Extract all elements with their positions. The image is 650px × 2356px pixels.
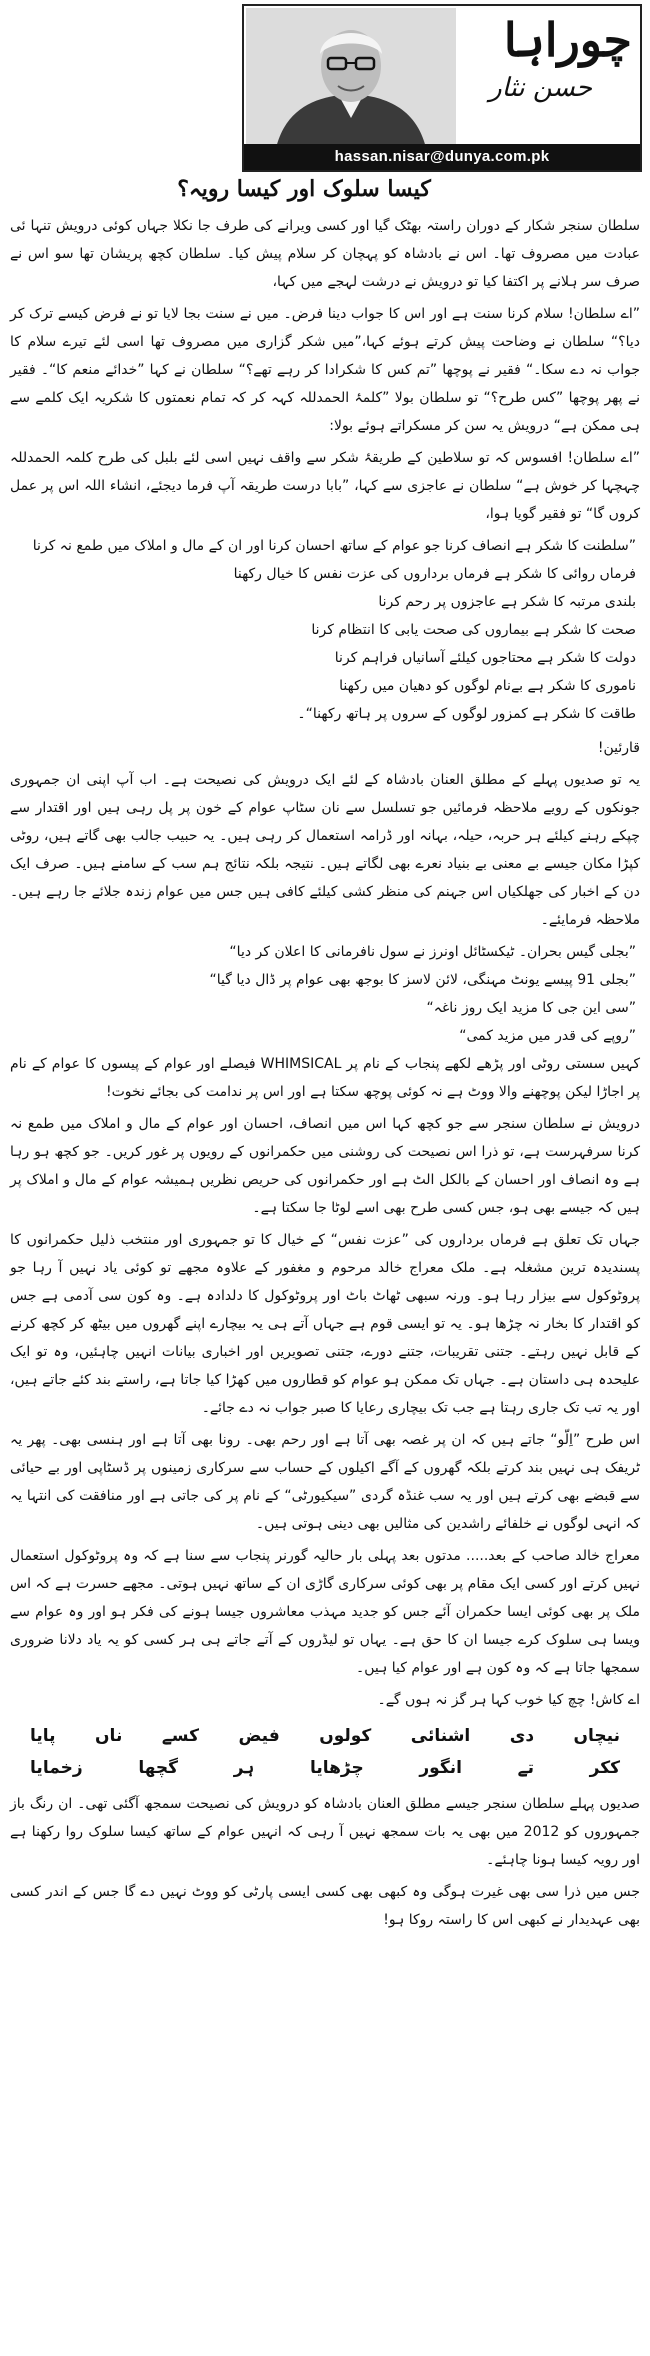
verse-word: ککر <box>589 1758 620 1778</box>
list-item: فرماں روائی کا شکر ہے فرماں برداروں کی عزت نفس کا خیال رکھنا <box>233 566 636 582</box>
verse-word: زخمایا <box>30 1758 83 1778</box>
column-brand: چوراہا <box>503 13 632 67</box>
author-portrait-drawing <box>246 8 456 148</box>
verse-line-1 <box>30 1722 620 1750</box>
paragraph: معراج خالد صاحب کے بعد..... مدتوں بعد پہلی بار حالیہ گورنر پنجاب سے سنا ہے کہ وہ پروٹوکول استعمال نہیں کرتے اور کسی ایک مقام پر بھی کوئی سرکاری گاڑی ان کے ساتھ نہیں ہوتی۔ مجھے حسرت ہے کہ اس ملک پر بھی کوئی ایسا حکمران آئے جس کو جدید مہذب معاشروں جیسا ہونے کی فکر ہو اور وہ عوام سے ویسا ہی سلوک کرے جیسا ان کا حق ہے۔ یہاں تو لیڈروں کے آتے جاتے ہی ہر کسی کو یہ یاد دلانا ضروری سمجھا جاتا ہے کہ وہ کون ہے اور عوام کیا ہیں۔ <box>10 1548 640 1676</box>
salutation: قارئین! <box>597 740 640 756</box>
article-body <box>10 212 640 1938</box>
verse-word: ہر <box>233 1758 255 1778</box>
paragraph: کہیں سستی روٹی اور پڑھے لکھے پنجاب کے نام پر WHIMSICAL فیصلے اور عوام کے پیسوں کا عوام کے نام پر اجاڑا لیکن پوچھنے والا ووٹ ہے نہ کوئی پوچھ سکتا ہے اور اس پر ندامت کی بجائے نخوت! <box>10 1056 640 1100</box>
list-item: طاقت کا شکر ہے کمزور لوگوں کے سروں پر ہاتھ رکھنا“۔ <box>297 706 636 722</box>
verse-word: کسے <box>161 1726 199 1746</box>
verse-word: چڑھایا <box>309 1758 364 1778</box>
verse-word: گچھا <box>138 1758 179 1778</box>
list-item: ”سلطنت کا شکر ہے انصاف کرنا جو عوام کے ساتھ احسان کرنا اور ان کے مال و املاک میں طمع نہ کرنا <box>32 538 636 554</box>
verse-word: انگور <box>419 1758 462 1778</box>
closing-paragraph: جس میں ذرا سی بھی غیرت ہوگی وہ کبھی بھی کسی ایسی پارٹی کو ووٹ نہیں دے گا جس کے اندر کسی بھی عہدیدار نے کبھی اس کا راستہ روکا ہو! <box>10 1884 640 1928</box>
paragraph: سلطان سنجر شکار کے دوران راستہ بھٹک گیا اور کسی ویرانے کی طرف جا نکلا جہاں کوئی درویش تنہا ئی عبادت میں مصروف تھا۔ اس نے بادشاہ کو پہچان کر سلام پیش کیا۔ سلطان کچھ پریشان تھا سو اس نے صرف سر ہلانے پر اکتفا کیا تو درویش نے درشت لہجے میں کہا، <box>10 218 640 290</box>
author-portrait <box>246 8 456 148</box>
list-item: صحت کا شکر ہے بیماروں کی صحت یابی کا انتظام کرنا <box>311 622 636 638</box>
paragraph: اس طرح ”اِلّو“ جاتے ہیں کہ ان پر غصہ بھی آتا ہے اور رحم بھی۔ رونا بھی آتا ہے اور ہنسی بھی۔ پھر یہ ٹریفک ہی نہیں بند کرتے بلکہ گھروں کے آگے اکیلوں کے حساب سے سرکاری زمینوں پر ڈسٹاپی اور بے حیائی سے قبضے بھی کرتے ہیں اور یہ سب غنڈہ گردی ”سیکیورٹی“ کے نام پر کی جاتی ہے اور منافقت کی انتہا یہ کہ انہی لوگوں نے خلفائے راشدین کی مثالیں بھی دینی ہوتی ہیں۔ <box>10 1432 640 1532</box>
paragraph: ”اے سلطان! افسوس کہ تو سلاطین کے طریقۂ شکر سے واقف نہیں اسی لئے بلبل کی طرح کلمہ الحمدللہ چہچہا کر خوش ہے“ سلطان نے عاجزی سے کہا، ”بابا درست طریقہ آپ فرما دیجئے، انشاء اللہ اس پر عمل کروں گا“ تو فقیر گویا ہوا، <box>10 450 640 522</box>
list-item: ناموری کا شکر ہے بےنام لوگوں کو دھیان میں رکھنا <box>339 678 636 694</box>
verse-word: دی <box>509 1726 535 1746</box>
author-signature: حسن نثار <box>489 72 592 103</box>
list-item: دولت کا شکر ہے محتاجوں کیلئے آسانیاں فراہم کرنا <box>334 650 636 666</box>
paragraph: جہاں تک تعلق ہے فرماں برداروں کی ”عزت نفس“ کے خیال کا تو جمہوری اور منتخب ذلیل حکمرانوں کا پسندیدہ ترین مشغلہ ہے۔ ملک معراج خالد مرحوم و مغفور کے علاوہ مجھے تو کوئی یاد نہیں آ رہا جو پروٹوکول سے بیزار رہا ہو۔ ورنہ سبھی ٹھاٹ باٹ اور پروٹوکول کا دلدادہ ہے۔ وہ کون سی آدمی ہے جس کو اقتدار کا بخار نہ چڑھا ہو۔ یہ تو ایسی قوم ہے جہاں آتے ہی یہ بیچارے اپنے گھروں میں بیٹھ کر کچھ کرنے کے قابل نہیں رہتے۔ جتنی تقریبات، جتنے دورے، جتنی تصویریں اور اخباری بیانات انہیں چاہئیں، وہ تو ایک علیحدہ ہی داستان ہے۔ جہاں تک ممکن ہو عوام کو قطاروں میں کھڑا کیا جاتا ہے، راستے بند کئے جاتے ہیں، اور یہ تب تک جاری رہتا ہے جب تک بیچاری رعایا کا صبر جواب نہ دے جائے۔ <box>10 1232 640 1416</box>
news-headline: ”روپے کی قدر میں مزید کمی“ <box>459 1028 636 1044</box>
verse-word: نیچاں <box>573 1726 620 1746</box>
verse-word: اشنائی <box>410 1726 471 1746</box>
punjabi-verse <box>10 1722 640 1782</box>
column-masthead <box>242 4 642 172</box>
verse-word: فیض <box>238 1726 280 1746</box>
verse-word: تے <box>517 1758 534 1778</box>
paragraph: درویش نے سلطان سنجر سے جو کچھ کہا اس میں انصاف، احسان اور عوام کے مال و املاک میں طمع نہ کرنا سرفہرست ہے، تو ذرا اس نصیحت کی روشنی میں حکمرانوں کے رویوں پر غور کریں۔ جو کچھ ہو رہا ہے وہ انصاف اور احسان کے بالکل الٹ ہے اور حکمرانوں کی حریص نظریں ہمیشہ عوام کے مال و املاک پر ہیں کہ جیسے بھی ہو، جس کسی طرح بھی اسے لوٹا جا سکتا ہے۔ <box>10 1116 640 1216</box>
verse-word: پایا <box>30 1726 56 1746</box>
news-headline: ”سی این جی کا مزید ایک روز ناغہ“ <box>426 1000 636 1016</box>
news-headline: ”بجلی گیس بحران۔ ٹیکسٹائل اونرز نے سول نافرمانی کا اعلان کر دیا“ <box>229 944 636 960</box>
verse-word: کولوں <box>319 1726 372 1746</box>
paragraph: صدیوں پہلے سلطان سنجر جیسے مطلق العنان بادشاہ کو درویش کی نصیحت سمجھ آگئی تھی۔ ان رنگ باز جمہوروں کو 2012 میں بھی یہ بات سمجھ نہیں آ رہی کہ انہیں عوام کے ساتھ کیسا سلوک روا رکھنا ہے اور رویہ کیسا ہونا چاہئے۔ <box>10 1796 640 1868</box>
verse-line-2 <box>30 1754 620 1782</box>
verse-word: ناں <box>95 1726 123 1746</box>
author-email[interactable]: hassan.nisar@dunya.com.pk <box>244 144 640 170</box>
list-item: بلندی مرتبہ کا شکر ہے عاجزوں پر رحم کرنا <box>378 594 636 610</box>
paragraph: ”اے سلطان! سلام کرنا سنت ہے اور اس کا جواب دینا فرض۔ میں نے سنت بجا لایا تو نے فرض کیسے ترک کر دیا؟“ سلطان نے وضاحت پیش کرتے ہوئے کہا،”میں شکر گزاری میں مصروف تھا اسی لئے تیرے سلام کا جواب نہ دے سکا۔“ فقیر نے پوچھا ”تم کس کا شکرادا کر رہے تھے؟“ سلطان نے کہا ”خدائے منعم کا“۔ فقیر نے پھر پوچھا ”کس طرح؟“ تو سلطان بولا ”کلمۂ الحمدللہ کہہ کر کہ تمام نعمتوں کا شکریہ ایک کلمے سے ہی ممکن ہے“ درویش یہ سن کر مسکراتے ہوئے بولا: <box>10 306 640 434</box>
paragraph: اے کاش! چچ کیا خوب کہا ہر گز نہ ہوں گے۔ <box>377 1692 640 1708</box>
news-headline: ”بجلی 91 پیسے یونٹ مہنگی، لائن لاسز کا بوجھ بھی عوام پر ڈال دیا گیا“ <box>209 972 636 988</box>
article-headline: کیسا سلوک اور کیسا رویہ؟ <box>177 176 431 202</box>
masthead-titles <box>442 10 632 150</box>
paragraph: یہ تو صدیوں پہلے کے مطلق العنان بادشاہ کے لئے ایک درویش کی نصیحت ہے۔ اب آپ اپنی ان جمہوری جونکوں کے رویے ملاحظہ فرمائیں جو تسلسل سے نان سٹاپ عوام کے خون پر پل رہی ہیں اور اقتدار سے چپکے رہنے کیلئے ہر حربہ، حیلہ، بہانہ اور ڈرامہ استعمال کر رہی ہیں۔ یہ حبیب جالب بھی گاتے ہیں، روٹی کپڑا مکان جیسے بے معنی بے بنیاد نعرے بھی لگاتے ہیں۔ نتیجہ بلکہ نتائج ہم سب کے سامنے ہیں۔ صرف ایک دن کے اخبار کی جھلکیاں اس جہنم کی منظر کشی کیلئے کافی ہیں جس میں عوام زندہ جلائے جا رہے ہیں۔ ملاحظہ فرمایئے۔ <box>10 772 640 928</box>
